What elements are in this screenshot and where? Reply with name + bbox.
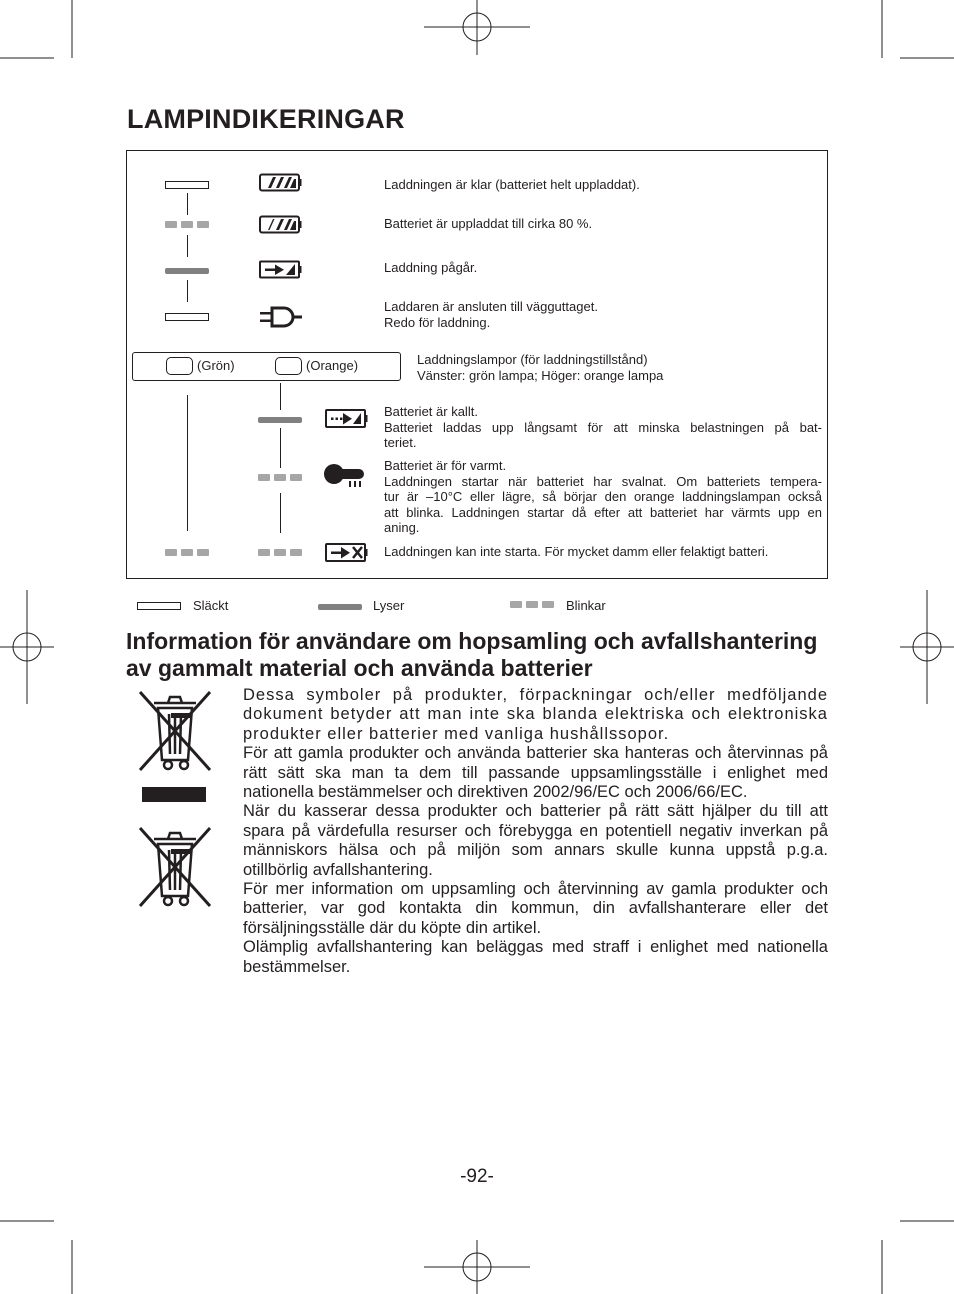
lamp-lit [165, 268, 209, 274]
page-title: LAMPINDIKERINGAR [127, 104, 405, 134]
paragraph: För mer information om uppsamling och återvinning av gamla produkter och batterier, var god kontakta din kommun, din avfallshanterare eller det försäljningsställe där du köpte din artikel. [243, 880, 828, 937]
page-number: -92- [460, 1166, 494, 1187]
lamp-off [165, 313, 209, 321]
lamp-legend-description: Laddningslampor (för laddningstillstånd) Vänster: grön lampa; Höger: orange lampa [417, 352, 664, 383]
thermometer-icon [323, 462, 369, 488]
battery-error-icon [325, 542, 369, 564]
lamp-connector [187, 280, 188, 302]
legend-blinking-label: Blinkar [566, 598, 606, 613]
legend-lit-swatch [318, 604, 362, 610]
paragraph: För att gamla produkter och använda batterier ska hanteras och återvinnas på rätt sätt ska man ta dem till passande uppsamlingsställe i enlighet med nationella bestämmelser och direktiven 2002/96/EC och 2006/66/EC. [243, 744, 828, 802]
crossed-bin-battery-icon [136, 824, 214, 910]
legend-off-swatch [137, 602, 181, 610]
paragraph: Dessa symboler på produkter, förpackningar och/eller medföljande dokument betyder att man inte ska blanda elektriska och elektroniska produkter eller batterier med vanliga hushållssopor. [243, 686, 828, 743]
green-lamp-label: (Grön) [197, 358, 235, 373]
legend-blinking-swatch [510, 601, 554, 608]
crossed-bin-icon [136, 688, 214, 774]
orange-lamp-connector [280, 428, 281, 468]
lamp-blinking [165, 549, 209, 556]
orange-lamp-label: (Orange) [306, 358, 359, 373]
legend-off-label: Släckt [193, 598, 229, 613]
orange-lamp-icon [275, 357, 302, 375]
cold-battery-icon [325, 408, 369, 430]
lamp-connector [187, 193, 188, 215]
legend-lit-label: Lyser [373, 598, 405, 613]
lamp-blinking [258, 474, 302, 481]
indicator-text: Batteriet är för varmt. Laddningen startar när batteriet har svalnat. Om batteriets tempera- tur är –10°C eller lägre, så börjar den orange laddningslampan också att blinka. Laddningen startar då efter att batteriet har värmts upp en aning. [384, 458, 822, 535]
black-bar-icon [142, 787, 206, 802]
lamp-blinking [258, 549, 302, 556]
battery-80-icon [259, 215, 302, 235]
battery-full-icon [259, 173, 302, 193]
orange-lamp-connector [280, 383, 281, 410]
lamp-lit [258, 417, 302, 423]
section-title: Information för användare om hopsamling och avfallshantering av gammalt material och använda batterier [126, 628, 818, 681]
indicator-text: Batteriet är kallt. Batteriet laddas upp långsamt för att minska belastningen på bat- teriet. [384, 404, 822, 450]
lamp-connector [187, 235, 188, 257]
paragraph: Olämplig avfallshantering kan beläggas med straff i enlighet med nationella bestämmelser. [243, 938, 828, 976]
disposal-information [243, 686, 828, 977]
green-lamp-icon [166, 357, 193, 375]
green-lamp-connector [187, 395, 188, 531]
lamp-blinking [165, 221, 209, 228]
paragraph: När du kasserar dessa produkter och batterier på rätt sätt hjälper du till att spara på värdefulla resurser och förebygga en potentiell negativ inverkan på människors hälsa och på miljön som annars skulle kunna uppstå p.g.a. otillbörlig avfallshantering. [243, 802, 828, 879]
indicator-text: Laddningen är klar (batteriet helt uppladdat). [384, 177, 640, 192]
indicator-text: Laddningen kan inte starta. För mycket damm eller felaktigt batteri. [384, 544, 769, 559]
indicator-text: Laddning pågår. [384, 260, 478, 275]
indicator-text: Batteriet är uppladdat till cirka 80 %. [384, 216, 593, 231]
charging-icon [259, 260, 302, 280]
indicator-text: Laddaren är ansluten till vägguttaget. Redo för laddning. [384, 299, 598, 330]
lamp-off [165, 181, 209, 189]
orange-lamp-connector [280, 493, 281, 533]
plug-icon [258, 305, 304, 329]
